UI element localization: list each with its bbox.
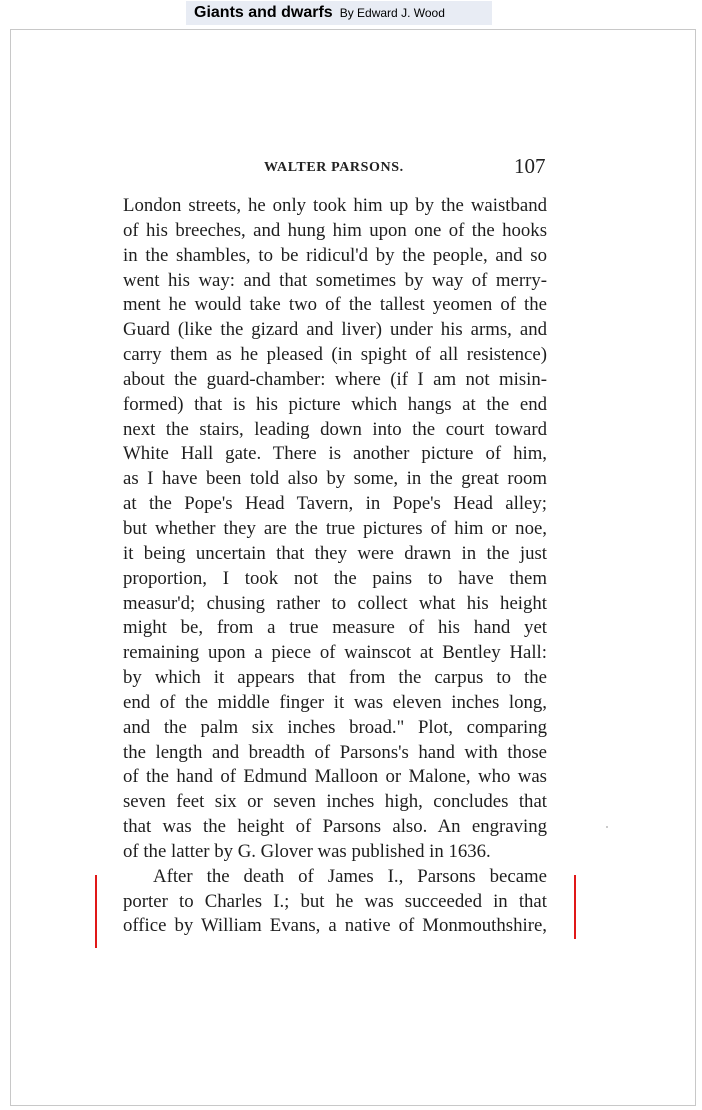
paragraph-start-line: After the death of James I., Parsons became xyxy=(153,865,547,887)
text-line: might be, from a true measure of his hand yet xyxy=(123,617,547,639)
text-line: but whether they are the true pictures of him or noe, xyxy=(123,517,547,539)
text-line: Guard (like the gizard and liver) under his arms, and xyxy=(123,319,547,341)
text-line: remaining upon a piece of wainscot at Bentley Hall: xyxy=(123,642,547,664)
text-line: as I have been told also by some, in the great room xyxy=(123,468,547,490)
text-line: of the latter by G. Glover was published in 1636. xyxy=(123,840,491,862)
text-line: that was the height of Parsons also. An engraving xyxy=(123,816,547,838)
text-line: London streets, he only took him up by the waistband xyxy=(123,195,547,216)
text-line: porter to Charles I.; but he was succeeded in that xyxy=(123,890,547,912)
book-title-bar xyxy=(186,1,492,25)
book-title[interactable]: Giants and dwarfs xyxy=(194,4,333,21)
text-line: carry them as he pleased (in spight of all resistence) xyxy=(123,344,547,366)
running-head: WALTER PARSONS. xyxy=(264,160,404,175)
text-line: the length and breadth of Parsons's hand with those xyxy=(123,741,547,763)
text-line: went his way: and that sometimes by way of merry- xyxy=(123,269,547,291)
text-line: ment he would take two of the tallest yeomen of the xyxy=(123,294,547,316)
text-line: proportion, I took not the pains to have them xyxy=(123,567,547,589)
text-line: of his breeches, and hung him upon one of the hooks xyxy=(123,219,547,241)
text-line: White Hall gate. There is another picture of him, xyxy=(123,443,547,465)
text-line: end of the middle finger it was eleven inches long, xyxy=(123,691,547,713)
text-line: of the hand of Edmund Malloon or Malone, who was xyxy=(123,766,547,788)
page-text xyxy=(123,194,547,939)
book-author: By Edward J. Wood xyxy=(339,6,445,20)
text-line: in the shambles, to be ridicul'd by the people, and so xyxy=(123,244,547,266)
text-line: about the guard-chamber: where (if I am not misin- xyxy=(123,368,547,390)
text-line: measur'd; chusing rather to collect what his height xyxy=(123,592,547,614)
text-line: at the Pope's Head Tavern, in Pope's Head alley; xyxy=(123,493,547,515)
scan-speck xyxy=(606,826,608,828)
text-line: next the stairs, leading down into the court toward xyxy=(123,418,547,440)
text-line: it being uncertain that they were drawn in the just xyxy=(123,542,547,564)
text-line: office by William Evans, a native of Monmouthshire, xyxy=(123,915,547,937)
page-number: 107 xyxy=(514,154,546,178)
text-line: and the palm six inches broad." Plot, comparing xyxy=(123,716,547,738)
text-line: seven feet six or seven inches high, concludes that xyxy=(123,791,547,813)
left-highlight-marker xyxy=(95,875,97,948)
text-line: formed) that is his picture which hangs at the end xyxy=(123,393,547,415)
text-line: by which it appears that from the carpus to the xyxy=(123,667,547,689)
right-highlight-marker xyxy=(574,875,576,939)
